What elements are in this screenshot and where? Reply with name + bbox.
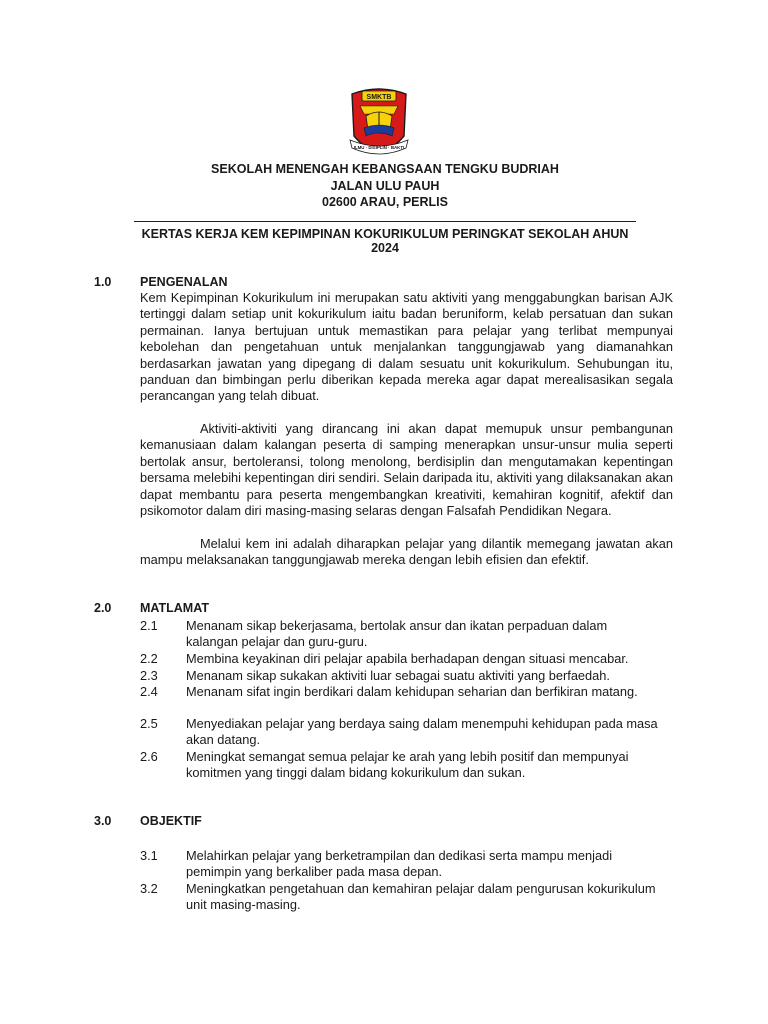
school-address-line1: JALAN ULU PAUH: [330, 179, 440, 193]
paragraph: Melalui kem ini adalah diharapkan pelajar yang dilantik memegang jawatan akan mampu melaksanakan tanggungjawab mereka dengan lebih efisien dan efektif.: [140, 536, 673, 568]
list-item: Membina keyakinan diri pelajar apabila berhadapan dengan situasi mencabar.: [186, 651, 629, 666]
section-number: 1.0: [94, 275, 112, 289]
section-heading-pengenalan: PENGENALAN: [140, 275, 228, 289]
list-item-number: 3.2: [140, 881, 158, 896]
paragraph: Kem Kepimpinan Kokurikulum ini merupakan satu aktiviti yang menggabungkan barisan AJK tertinggi dalam setiap unit kokurikulum iaitu badan beruniform, kelab persatuan dan sukan permainan. Ianya bertujuan untuk memastikan para pelajar yang terlibat mempunyai kebolehan dan pengetahuan untuk menjalankan tanggungjawab yang diamanahkan berdasarkan jawatan yang dipegang di dalam sesuatu unit kokurikulum. Sehubungan itu, panduan dan bimbingan perlu diberikan kepada mereka agar dapat merealisasikan segala perancangan yang telah dibuat.: [140, 290, 673, 404]
header-divider: [134, 221, 636, 222]
list-item-number: 2.2: [140, 651, 158, 666]
list-item: Meningkat semangat semua pelajar ke arah yang lebih positif dan mempunyai komitmen yang tinggi dalam bidang kokurikulum dan sukan.: [186, 749, 629, 781]
section-number: 3.0: [94, 814, 112, 828]
list-item-number: 2.6: [140, 749, 158, 764]
paragraph: Aktiviti-aktiviti yang dirancang ini akan dapat memupuk unsur pembangunan kemanusiaan dalam kalangan peserta di samping menerapkan unsur-unsur mulia seperti bertolak ansur, bertoleransi, tolong menolong, berdisiplin dan mengutamakan kepentingan bersama melebihi kepentingan diri sendiri. Selain daripada itu, aktiviti yang dilaksanakan akan dapat membantu para peserta mengembangkan kreativiti, kemahiran kognitif, afektif dan psikomotor dalam diri masing-masing selaras dengan Falsafah Pendidikan Negara.: [140, 421, 673, 519]
school-name: SEKOLAH MENENGAH KEBANGSAAN TENGKU BUDRIAH: [211, 162, 559, 176]
document-title: KERTAS KERJA KEM KEPIMPINAN KOKURIKULUM PERINGKAT SEKOLAH AHUN 2024: [141, 227, 629, 255]
list-item: Menanam sifat ingin berdikari dalam kehidupan seharian dan berfikiran matang.: [186, 684, 638, 699]
list-item: Meningkatkan pengetahuan dan kemahiran pelajar dalam pengurusan kokurikulum unit masing-masing.: [186, 881, 656, 913]
list-item-number: 3.1: [140, 848, 158, 863]
section-heading-matlamat: MATLAMAT: [140, 601, 209, 615]
list-item: Menanam sikap bekerjasama, bertolak ansur dan ikatan perpaduan dalam kalangan pelajar dan guru-guru.: [186, 618, 608, 650]
list-item-number: 2.3: [140, 668, 158, 683]
list-item: Melahirkan pelajar yang berketrampilan dan dedikasi serta mampu menjadi pemimpin yang berkaliber pada masa depan.: [186, 848, 613, 880]
crest-motto-text: ILMU · DISIPLIN · BAKTI: [353, 145, 405, 150]
school-address-line2: 02600 ARAU, PERLIS: [322, 195, 448, 209]
list-item: Menanam sikap sukakan aktiviti luar sebagai suatu aktiviti yang berfaedah.: [186, 668, 610, 683]
list-item-number: 2.1: [140, 618, 158, 633]
section-number: 2.0: [94, 601, 112, 615]
school-crest-logo: [346, 86, 412, 162]
crest-top-text: SMKTB: [366, 94, 392, 101]
list-item-number: 2.4: [140, 684, 158, 699]
list-item: Menyediakan pelajar yang berdaya saing dalam menempuhi kehidupan pada masa akan datang.: [186, 716, 658, 748]
section-heading-objektif: OBJEKTIF: [140, 814, 202, 828]
list-item-number: 2.5: [140, 716, 158, 731]
